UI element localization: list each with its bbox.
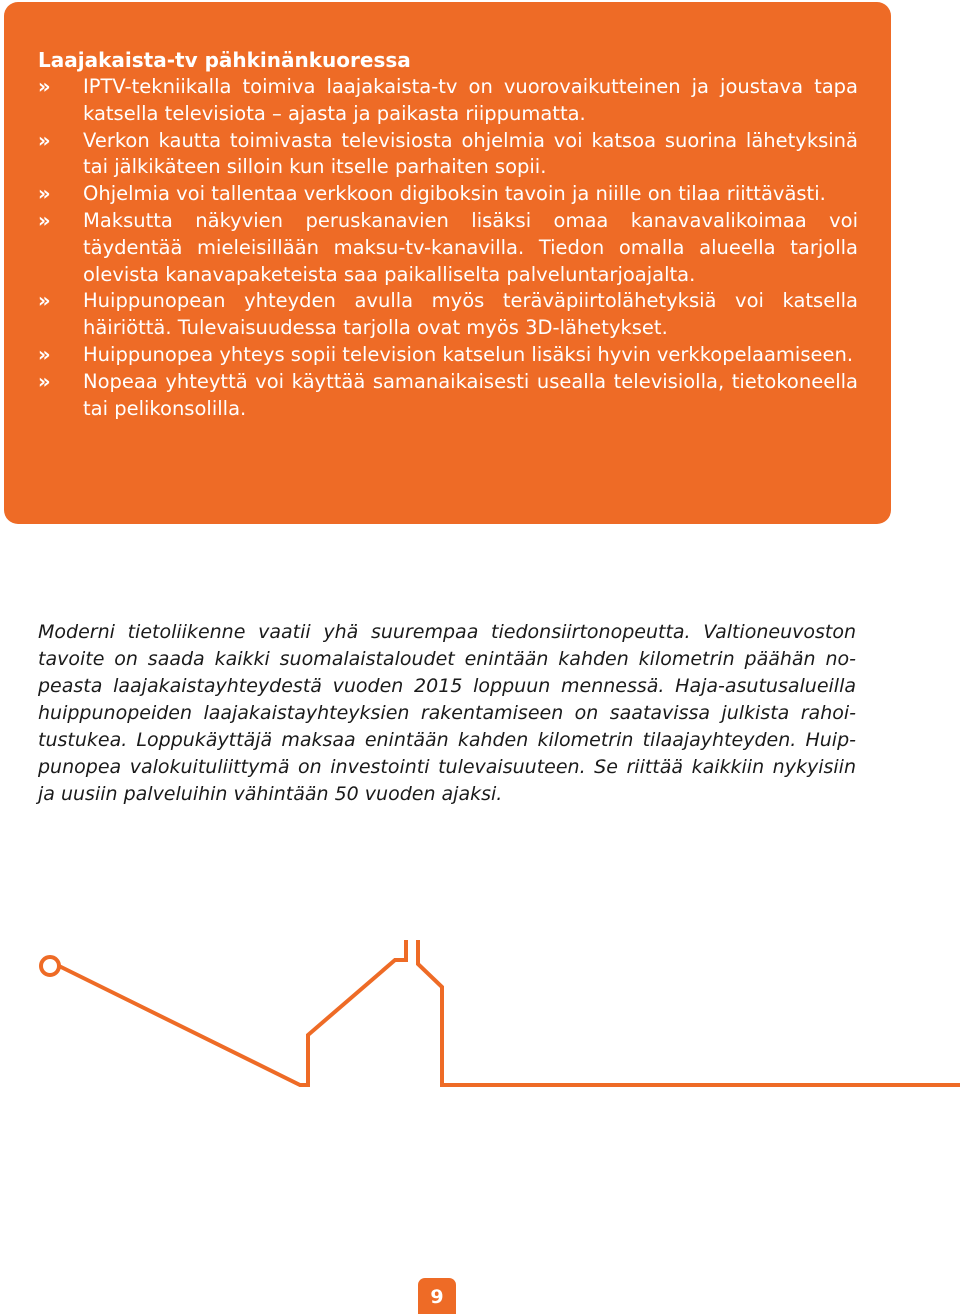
bullet-marker: »	[38, 208, 51, 232]
bullet-text: Verkon kautta toimivasta televisiosta ohjelmia voi katsoa suorina lähetyksinä tai jälkikäteen silloin kun itselle parhaiten sopii.	[83, 128, 858, 179]
info-box-title: Laajakaista-tv pähkinänkuoressa	[38, 48, 411, 72]
bullet-list	[38, 74, 858, 422]
circle-endpoint-icon	[41, 957, 59, 975]
list-item	[38, 342, 858, 369]
bullet-text: Maksutta näkyvien peruskanavien lisäksi omaa kanavavalikoimaa voi täydentää mieleisillään maksu-tv-kanavilla. Tiedon omalla alueella tarjolla olevista kanavapaketeista saa paikalliselta palveluntarjoajalta.	[83, 208, 858, 286]
bullet-marker: »	[38, 342, 51, 366]
house-outline-line-icon	[0, 940, 960, 1100]
bullet-text: IPTV-tekniikalla toimiva laajakaista-tv on vuorovaikutteinen ja joustava tapa katsella televisiota – ajasta ja paikasta riippumatta.	[83, 75, 858, 125]
bullet-text: Ohjelmia voi tallentaa verkkoon digiboksin tavoin ja niille on tilaa riittävästi.	[83, 182, 826, 206]
list-item	[38, 288, 858, 342]
bullet-marker: »	[38, 289, 51, 313]
bullet-marker: »	[38, 128, 51, 152]
list-item	[38, 369, 858, 423]
list-item	[38, 208, 858, 288]
bullet-text: Nopeaa yhteyttä voi käyttää samanaikaisesti usealla televisiolla, tietokoneella tai pelikonsolilla.	[83, 369, 858, 420]
list-item	[38, 181, 858, 208]
bullet-marker: »	[38, 182, 51, 206]
bullet-text: Huippunopea yhteys sopii television katselun lisäksi hyvin verkkopelaamiseen.	[83, 342, 854, 366]
house-outline-path	[59, 940, 960, 1085]
list-item	[38, 128, 858, 182]
bullet-marker: »	[38, 75, 51, 98]
list-item	[38, 74, 858, 128]
page-number: 9	[418, 1278, 456, 1314]
bullet-marker: »	[38, 369, 51, 393]
intro-paragraph: Moderni tietoliikenne vaatii yhä suurempaa tiedonsiirtonopeutta. Valtioneuvoston tavoite on saada kaikki suomalaistaloudet enintään kahden kilometrin päähän nopeasta laajakaistayhteydestä vuoden 2015 loppuun mennessä. Haja-asutusalueilla huippunopeiden laajakaistayhteyksien rakentamiseen on saatavissa julkista rahoitustukea. Loppukäyttäjä maksaa enintään kahden kilometrin tilaajayhteyden. Huippunopea valokuituliittymä on investointi tulevaisuuteen. Se riittää kaikkiin nykyisiin ja uusiin palveluihin vähintään 50 vuoden ajaksi.	[38, 621, 856, 805]
bullet-text: Huippunopean yhteyden avulla myös teräväpiirtolähetyksiä voi katsella häiriöttä. Tulevaisuudessa tarjolla ovat myös 3D-lähetykset.	[83, 289, 858, 340]
